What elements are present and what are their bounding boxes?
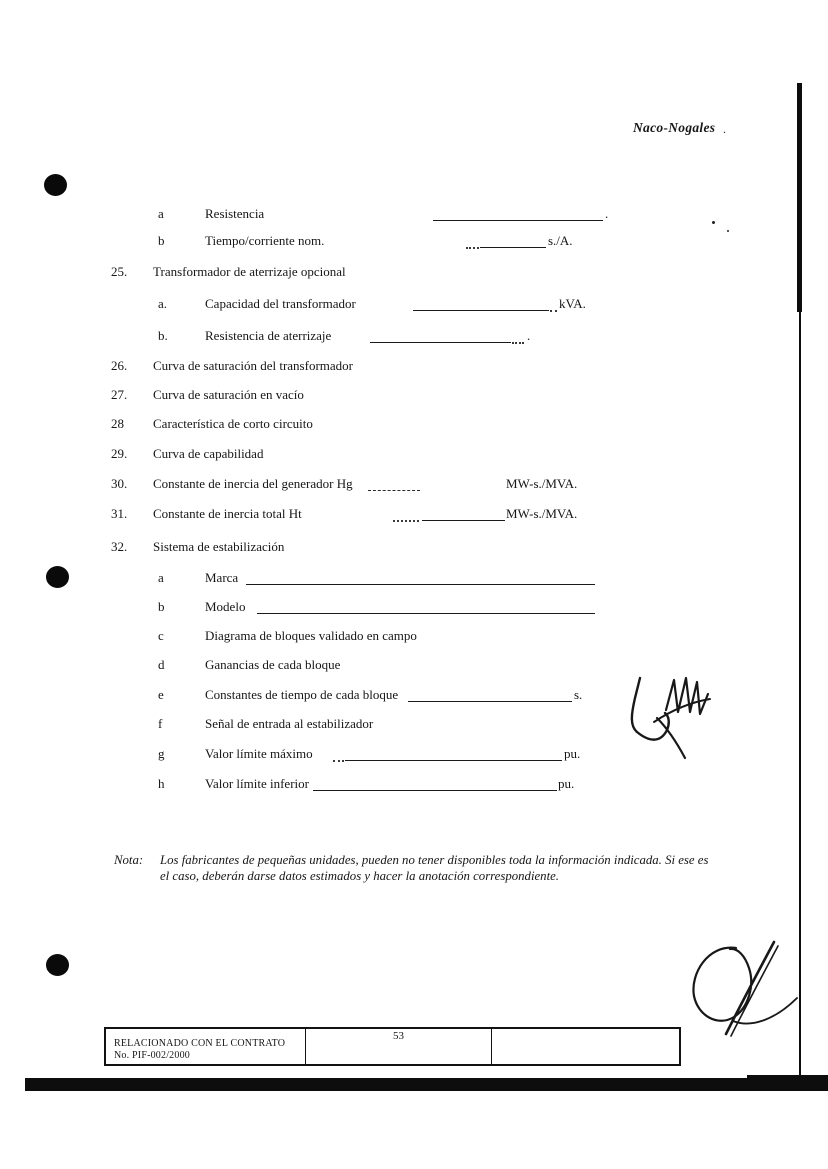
item-label: Curva de capabilidad [153,446,264,461]
item-label: Resistencia [205,206,265,221]
item-letter: g [158,746,165,761]
item-label: Transformador de aterrizaje opcional [153,264,346,279]
footer-page-cell [306,1029,492,1064]
blank-line-dotted [512,342,524,344]
item-number: 29. [111,446,128,461]
item-label: Marca [205,570,239,585]
note-line-2: el caso, deberán darse datos estimados y hacer la anotación correspondiente. [160,868,560,883]
note-label: Nota: [114,853,144,867]
form-row-32a-marca [0,570,828,587]
blank-line [480,247,546,248]
form-row-b-tiempo [0,233,828,250]
item-suffix: . [605,206,609,221]
form-row-a-resistencia [0,206,828,223]
item-number: 25. [111,264,128,279]
item-suffix: pu. [558,776,575,791]
form-row-25 [0,264,828,281]
scan-speck [727,230,729,232]
item-letter: f [158,716,163,731]
blank-line [370,342,511,343]
form-row-32b-modelo [0,599,828,616]
blank-line-dotted [466,247,479,249]
item-suffix: . [527,328,531,343]
item-letter: b [158,599,165,614]
item-label: Curva de saturación del transformador [153,358,353,373]
item-suffix: kVA. [559,296,586,311]
item-label: Constantes de tiempo de cada bloque [205,687,399,702]
blank-line [433,220,603,221]
item-suffix: s./A. [548,233,573,248]
form-row-31 [0,506,828,523]
item-label: Valor límite inferior [205,776,309,791]
signature-flourish [678,936,800,1038]
item-number: 32. [111,539,128,554]
item-label: Valor límite máximo [205,746,313,761]
blank-line [413,310,549,311]
footer-contract-line2: No. PIF-002/2000 [114,1050,190,1061]
item-number: 27. [111,387,128,402]
item-label: Característica de corto circuito [153,416,313,431]
item-label: Sistema de estabilización [153,539,285,554]
item-label: Resistencia de aterrizaje [205,328,332,343]
form-row-25b-resistencia [0,328,828,345]
item-label: Modelo [205,599,246,614]
blank-line [313,790,557,791]
note-line-1: Los fabricantes de pequeñas unidades, pueden no tener disponibles toda la información indicada. Si ese es [160,853,709,867]
blank-line-dotted [550,310,557,312]
item-letter: a. [158,296,168,311]
item-letter: b [158,233,165,248]
note-text [160,853,745,884]
item-label: Señal de entrada al estabilizador [205,716,374,731]
item-suffix: MW-s./MVA. [506,506,578,521]
form-row-27 [0,387,828,404]
item-number: 28 [111,416,124,431]
item-label: Capacidad del transformador [205,296,356,311]
blank-line-dotted [393,520,419,522]
item-letter: b. [158,328,168,343]
form-row-32h-limite-inferior [0,776,828,793]
item-letter: c [158,628,164,643]
form-row-32 [0,539,828,556]
blank-line [422,520,505,521]
blank-line-dashed [368,490,420,491]
item-label: Diagrama de bloques validado en campo [205,628,417,643]
blank-line [246,584,595,585]
signature-initials [622,668,714,764]
footer-contract-cell [106,1029,306,1064]
footer-bar [25,1078,828,1091]
blank-line [408,701,572,702]
item-label: Tiempo/corriente nom. [205,233,325,248]
footer-contract-line1: RELACIONADO CON EL CONTRATO [114,1038,286,1049]
item-letter: a [158,570,164,585]
item-letter: h [158,776,165,791]
blank-line [257,613,595,614]
footer-table [104,1027,681,1066]
item-label: Ganancias de cada bloque [205,657,341,672]
form-row-30 [0,476,828,493]
item-label: Curva de saturación en vacío [153,387,304,402]
header-stray-mark: . [723,122,726,136]
punch-hole-mark [46,954,69,976]
item-letter: a [158,206,164,221]
page-number: 53 [393,1030,404,1042]
item-number: 26. [111,358,128,373]
footer-empty-cell [492,1029,679,1064]
item-label: Constante de inercia del generador Hg [153,476,353,491]
form-row-32c-diagrama [0,628,828,645]
item-number: 30. [111,476,128,491]
blank-line-dotted [333,760,344,762]
blank-line [345,760,562,761]
item-letter: d [158,657,165,672]
form-row-26 [0,358,828,375]
item-suffix: MW-s./MVA. [506,476,578,491]
item-letter: e [158,687,164,702]
item-suffix: s. [574,687,583,702]
form-row-29 [0,446,828,463]
form-row-28 [0,416,828,433]
item-label: Constante de inercia total Ht [153,506,302,521]
item-suffix: pu. [564,746,581,761]
item-number: 31. [111,506,128,521]
page-header-title: Naco-Nogales [633,120,716,135]
form-row-25a-capacidad [0,296,828,313]
punch-hole-mark [44,174,67,196]
